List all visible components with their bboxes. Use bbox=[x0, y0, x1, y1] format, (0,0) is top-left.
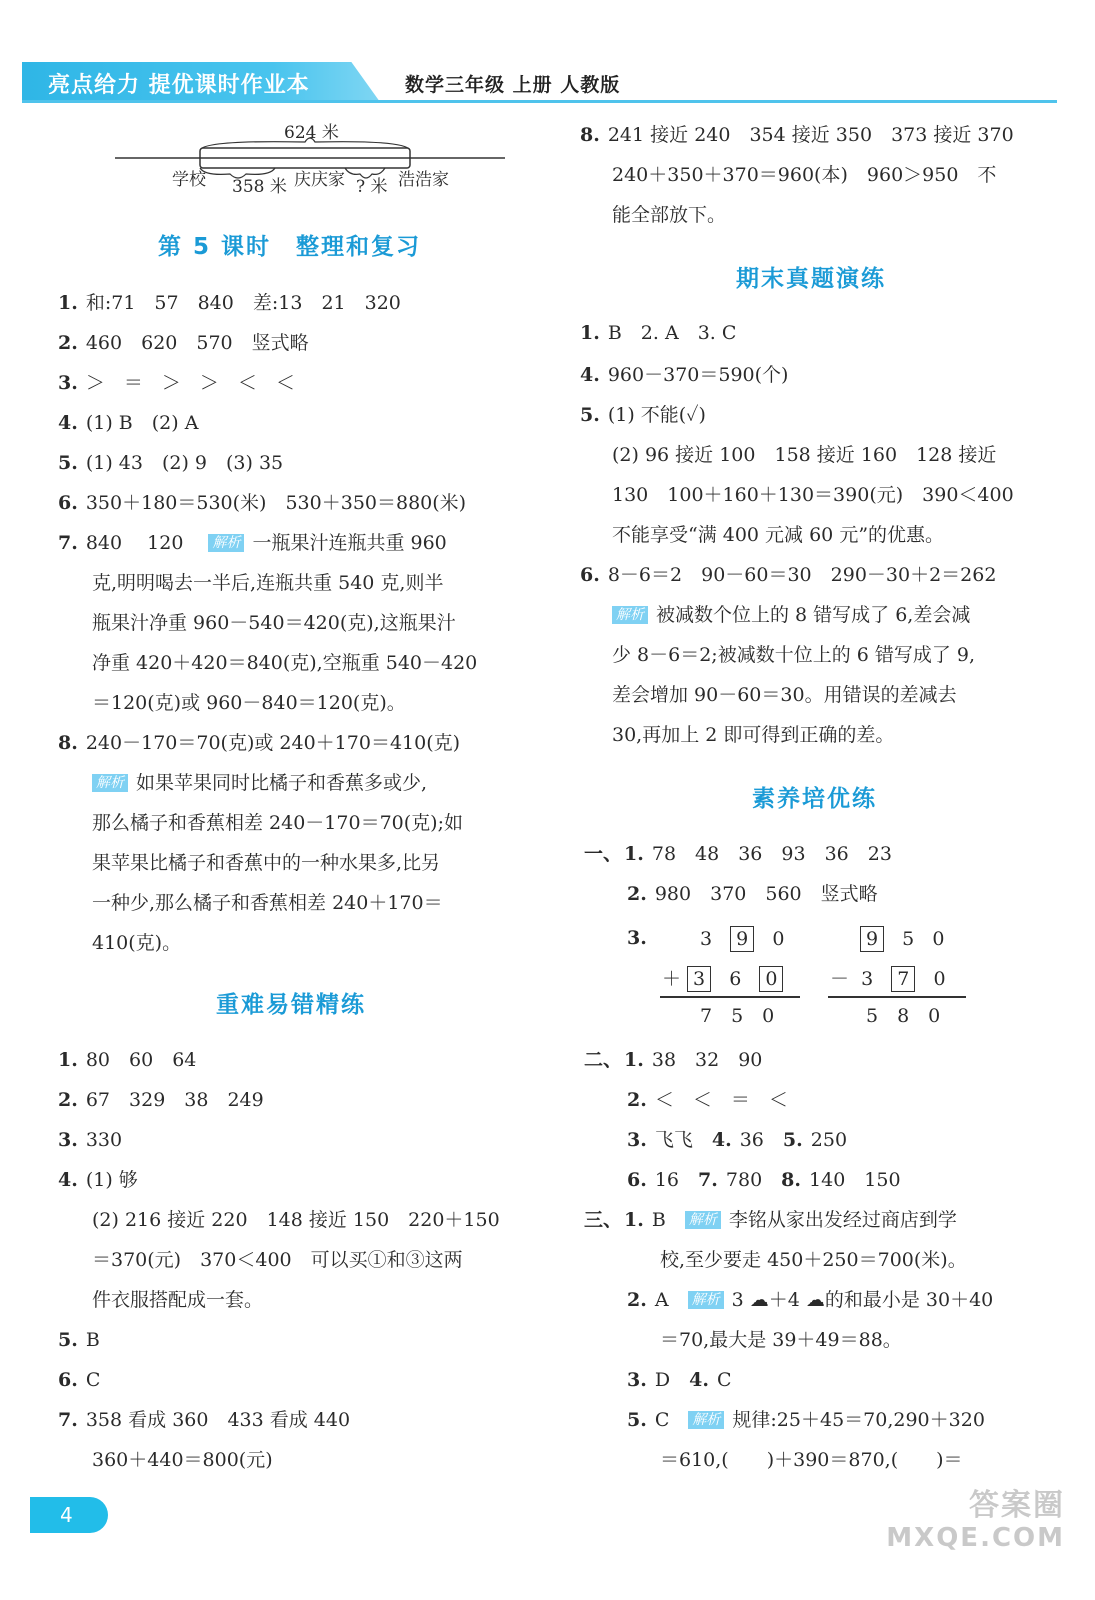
final-answer-1-3: 1. B 2. A 3. C bbox=[580, 322, 737, 344]
comp-3-3: 3. D 4. C bbox=[627, 1369, 732, 1391]
watermark: 答案圈 MXQE.COM bbox=[886, 1488, 1065, 1553]
comp-1-2: 2. 980 370 560 竖式略 bbox=[627, 883, 878, 905]
answer-4: 4. (1) B (2) A bbox=[58, 412, 199, 434]
error-answer-4: 4. (1) 够 bbox=[58, 1169, 138, 1191]
lesson-answer-8: 8. 241 接近 240 354 接近 350 373 接近 370 bbox=[580, 124, 1014, 146]
comp-1-3-label: 3. bbox=[627, 927, 647, 949]
diagram-segment-1: 358 米 bbox=[232, 177, 287, 197]
answer-3: 3. ＞ ＝ ＞ ＞ ＜ ＜ bbox=[58, 372, 295, 394]
comp-3-1-line-2: 校,至少要走 450＋250＝700(米)。 bbox=[660, 1249, 967, 1271]
answer-1: 1. 和:71 57 840 差:13 21 320 bbox=[58, 292, 401, 314]
final-answer-6-line-2: 解析 被减数个位上的 8 错写成了 6,差会减 bbox=[612, 602, 970, 628]
sub-rule bbox=[828, 996, 966, 998]
comp-3-2-line-2: ＝70,最大是 39＋49＝88。 bbox=[660, 1329, 902, 1351]
sub-result: 5 8 0 bbox=[866, 1005, 941, 1027]
error-answer-6: 6. C bbox=[58, 1369, 101, 1391]
final-answer-6-line-3: 少 8－6＝2;被减数十位上的 6 错写成了 9, bbox=[612, 644, 976, 666]
analysis-tag: 解析 bbox=[612, 606, 648, 624]
answer-7-line-3: 瓶果汁净重 960－540＝420(克),这瓶果汁 bbox=[92, 612, 456, 634]
sub-row-1: 9 5 0 bbox=[860, 926, 944, 952]
answer-8: 8. 240－170＝70(克)或 240＋170＝410(克) bbox=[58, 732, 461, 754]
lesson-answer-8-line-2: 240＋350＋370＝960(本) 960＞950 不 bbox=[612, 164, 997, 186]
error-answer-7-line-2: 360＋440＝800(元) bbox=[92, 1449, 273, 1471]
comp-2-6: 6. 16 7. 780 8. 140 150 bbox=[627, 1169, 901, 1191]
answer-5: 5. (1) 43 (2) 9 (3) 35 bbox=[58, 452, 284, 474]
analysis-tag: 解析 bbox=[208, 534, 244, 552]
book-title: 亮点给力 提优课时作业本 bbox=[48, 73, 310, 98]
sub-row-2: － 3 7 0 bbox=[830, 968, 946, 990]
error-answer-7: 7. 358 看成 360 433 看成 440 bbox=[58, 1409, 351, 1431]
answer-7-line-4: 净重 420＋420＝840(克),空瓶重 540－420 bbox=[92, 652, 478, 674]
answer-8-line-3: 果苹果比橘子和香蕉中的一种水果多,比另 bbox=[92, 852, 441, 874]
add-row-1: 3 9 0 bbox=[700, 928, 785, 950]
answer-8-line-1: 解析 如果苹果同时比橘子和香蕉多或少, bbox=[92, 770, 427, 796]
comp-1-1: 一、 1. 78 48 36 93 36 23 bbox=[584, 843, 892, 865]
answer-7-line-5: ＝120(克)或 960－840＝120(克)。 bbox=[92, 692, 406, 714]
analysis-tag: 解析 bbox=[688, 1291, 724, 1309]
section-title-final-exam: 期末真题演练 bbox=[736, 266, 886, 292]
answer-7-line-2: 克,明明喝去一半后,连瓶共重 540 克,则半 bbox=[92, 572, 444, 594]
diagram-school: 学校 bbox=[172, 170, 206, 190]
comp-3-5: 5. C 解析 规律:25＋45＝70,290＋320 bbox=[627, 1409, 985, 1431]
final-answer-5: 5. (1) 不能(✓) bbox=[580, 404, 706, 426]
book-subtitle: 数学三年级 上册 人教版 bbox=[405, 74, 621, 96]
answer-8-line-5: 410(克)。 bbox=[92, 932, 182, 954]
section-title-lesson5: 第 5 课时 整理和复习 bbox=[158, 234, 422, 260]
analysis-tag: 解析 bbox=[92, 774, 128, 792]
error-answer-5: 5. B bbox=[58, 1329, 100, 1351]
error-answer-1: 1. 80 60 64 bbox=[58, 1049, 197, 1071]
page-number: 4 bbox=[30, 1497, 108, 1533]
section-title-error-practice: 重难易错精练 bbox=[216, 992, 366, 1018]
final-answer-6-line-4: 差会增加 90－60＝30。用错误的差减去 bbox=[612, 684, 957, 706]
section-title-competency: 素养培优练 bbox=[752, 786, 877, 812]
final-answer-5-line-2: (2) 96 接近 100 158 接近 160 128 接近 bbox=[612, 444, 997, 466]
analysis-tag: 解析 bbox=[688, 1411, 724, 1429]
add-row-2: ＋ 3 6 0 bbox=[662, 966, 783, 992]
add-result: 7 5 0 bbox=[700, 1005, 775, 1027]
error-answer-2: 2. 67 329 38 249 bbox=[58, 1089, 264, 1111]
diagram-total: 624 米 bbox=[284, 123, 339, 143]
analysis-tag: 解析 bbox=[685, 1211, 721, 1229]
comp-2-3: 3. 飞飞 4. 36 5. 250 bbox=[627, 1129, 848, 1151]
comp-2-2: 2. ＜ ＜ ＝ ＜ bbox=[627, 1089, 788, 1111]
diagram-qingqing-home: 庆庆家 bbox=[294, 170, 345, 190]
comp-3-5-line-2: ＝610,( )＋390＝870,( )＝ bbox=[660, 1449, 963, 1471]
final-answer-5-line-4: 不能享受“满 400 元减 60 元”的优惠。 bbox=[612, 524, 945, 546]
answer-2: 2. 460 620 570 竖式略 bbox=[58, 332, 309, 354]
error-answer-4-line-3: ＝370(元) 370＜400 可以买①和③这两 bbox=[92, 1249, 463, 1271]
answer-7: 7. 840 120 解析 一瓶果汁连瓶共重 960 bbox=[58, 532, 447, 554]
answer-8-line-2: 那么橘子和香蕉相差 240－170＝70(克);如 bbox=[92, 812, 463, 834]
final-answer-5-line-3: 130 100＋160＋130＝390(元) 390＜400 bbox=[612, 484, 1014, 506]
final-answer-6-line-5: 30,再加上 2 即可得到正确的差。 bbox=[612, 724, 895, 746]
add-rule bbox=[660, 996, 800, 998]
error-answer-4-line-2: (2) 216 接近 220 148 接近 150 220＋150 bbox=[92, 1209, 500, 1231]
final-answer-6: 6. 8－6＝2 90－60＝30 290－30＋2＝262 bbox=[580, 564, 997, 586]
answer-8-line-4: 一种少,那么橘子和香蕉相差 240＋170＝ bbox=[92, 892, 443, 914]
answer-6: 6. 350＋180＝530(米) 530＋350＝880(米) bbox=[58, 492, 467, 514]
comp-3-1: 三、 1. B 解析 李铭从家出发经过商店到学 bbox=[584, 1209, 957, 1231]
error-answer-4-line-4: 件衣服搭配成一套。 bbox=[92, 1289, 264, 1311]
comp-3-2: 2. A 解析 3 ☁＋4 ☁的和最小是 30＋40 bbox=[627, 1289, 994, 1311]
lesson-answer-8-line-3: 能全部放下。 bbox=[612, 204, 727, 226]
final-answer-4: 4. 960－370＝590(个) bbox=[580, 364, 789, 386]
comp-2-1: 二、 1. 38 32 90 bbox=[584, 1049, 763, 1071]
error-answer-3: 3. 330 bbox=[58, 1129, 123, 1151]
diagram-segment-2: ? 米 bbox=[356, 177, 388, 197]
header-rule bbox=[22, 100, 1057, 103]
diagram-haohao-home: 浩浩家 bbox=[398, 170, 449, 190]
